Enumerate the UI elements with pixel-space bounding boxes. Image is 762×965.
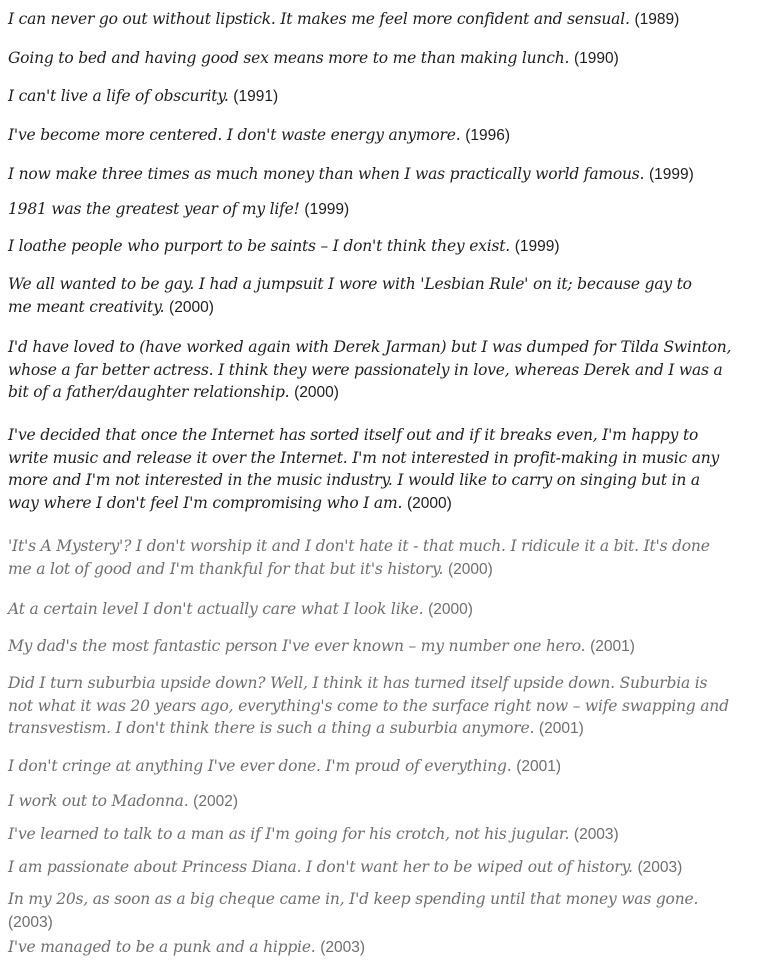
quote-year: (1999) (514, 238, 560, 255)
quote-year: (2002) (193, 793, 238, 810)
quote-1999-b (8, 198, 753, 222)
quote-2002 (8, 790, 753, 814)
quote-2003-b (8, 856, 753, 880)
quote-year: (2003) (573, 826, 619, 843)
quote-1999-c (8, 235, 753, 259)
quote-year: (2001) (538, 720, 584, 737)
quote-year: (1991) (233, 88, 279, 105)
quote-1999-a (8, 163, 753, 187)
quote-year: (2003) (320, 939, 366, 956)
quote-text: I loathe people who purport to be saints – I don't think they exist. (8, 237, 510, 255)
quote-text: I've decided that once the Internet has sorted itself out and if it breaks even, I'm happy to write music and release it over the Internet. I'm not interested in profit-making in music any more and I'm not interested in the music industry. I would like to carry on singing but in a way where I don't feel I'm compromising who I am. (8, 426, 720, 512)
quote-2000-a (8, 273, 708, 319)
quote-2001-c (8, 755, 753, 779)
quote-text: 'It's A Mystery'? I don't worship it and I don't hate it - that much. I ridicule it a bit. It's done me a lot of good and I'm thankful for that but it's history. (8, 537, 710, 578)
quote-1991 (8, 85, 753, 109)
quote-2003-d (8, 936, 753, 960)
quote-text: I've learned to talk to a man as if I'm going for his crotch, not his jugular. (8, 825, 570, 843)
quote-text: Did I turn suburbia upside down? Well, I think it has turned itself upside down. Suburbia is not what it was 20 years ago, everything's come to the surface right now – wife swapping and transvestism. I don't think there is such a thing a suburbia anymore. (8, 674, 729, 737)
quote-year: (2001) (516, 758, 561, 775)
quote-2000-e (8, 598, 753, 622)
quote-text: I'd have loved to (have worked again with Derek Jarman) but I was dumped for Tilda Swinton, whose a far better actress. I think they were passionately in love, whereas Derek and I was a bit of a father/daughter relationship. (8, 338, 732, 401)
quote-2000-d (8, 535, 733, 581)
quote-text: I've managed to be a punk and a hippie. (8, 938, 316, 956)
quote-year: (2000) (169, 298, 214, 316)
quote-1989 (8, 8, 753, 32)
quote-1990 (8, 47, 753, 71)
quote-text: We all wanted to be gay. I had a jumpsuit I wore with 'Lesbian Rule' on it; because gay to me meant creativity. (8, 275, 692, 316)
quote-2000-c (8, 424, 733, 515)
quote-text: In my 20s, as soon as a big cheque came in, I'd keep spending until that money was gone. (8, 890, 699, 908)
quote-year: (1999) (304, 201, 350, 218)
quote-text: I am passionate about Princess Diana. I don't want her to be wiped out of history. (8, 858, 633, 876)
quote-2000-b (8, 336, 733, 405)
quote-year: (2000) (447, 560, 493, 578)
quote-year: (1990) (573, 50, 619, 67)
quote-year: (2000) (406, 494, 452, 512)
quote-text: I don't cringe at anything I've ever done. I'm proud of everything. (8, 757, 512, 775)
quote-text: I can't live a life of obscurity. (8, 87, 229, 105)
quote-text: Going to bed and having good sex means more to me than making lunch. (8, 49, 570, 67)
quote-2001-a (8, 635, 753, 659)
quote-text: I've become more centered. I don't waste energy anymore. (8, 126, 461, 144)
quote-2001-b (8, 672, 733, 741)
quote-year: (1989) (634, 11, 680, 28)
quote-text: My dad's the most fantastic person I've ever known – my number one hero. (8, 637, 586, 655)
quote-year: (1996) (465, 127, 510, 144)
quote-year: (2003) (637, 859, 683, 876)
quote-text: At a certain level I don't actually care what I look like. (8, 600, 424, 618)
quote-text: I now make three times as much money than when I was practically world famous. (8, 165, 645, 183)
quote-1996 (8, 124, 753, 148)
quote-2003-c (8, 888, 723, 934)
quote-text: 1981 was the greatest year of my life! (8, 200, 300, 218)
quote-2003-a (8, 823, 753, 847)
quote-year: (2000) (428, 601, 473, 618)
quote-year: (2001) (590, 638, 635, 655)
quote-year: (1999) (649, 166, 694, 183)
quote-text: I can never go out without lipstick. It makes me feel more confident and sensual. (8, 10, 630, 28)
quote-year: (2000) (294, 384, 339, 401)
quote-year: (2003) (8, 913, 53, 931)
quote-text: I work out to Madonna. (8, 792, 189, 810)
